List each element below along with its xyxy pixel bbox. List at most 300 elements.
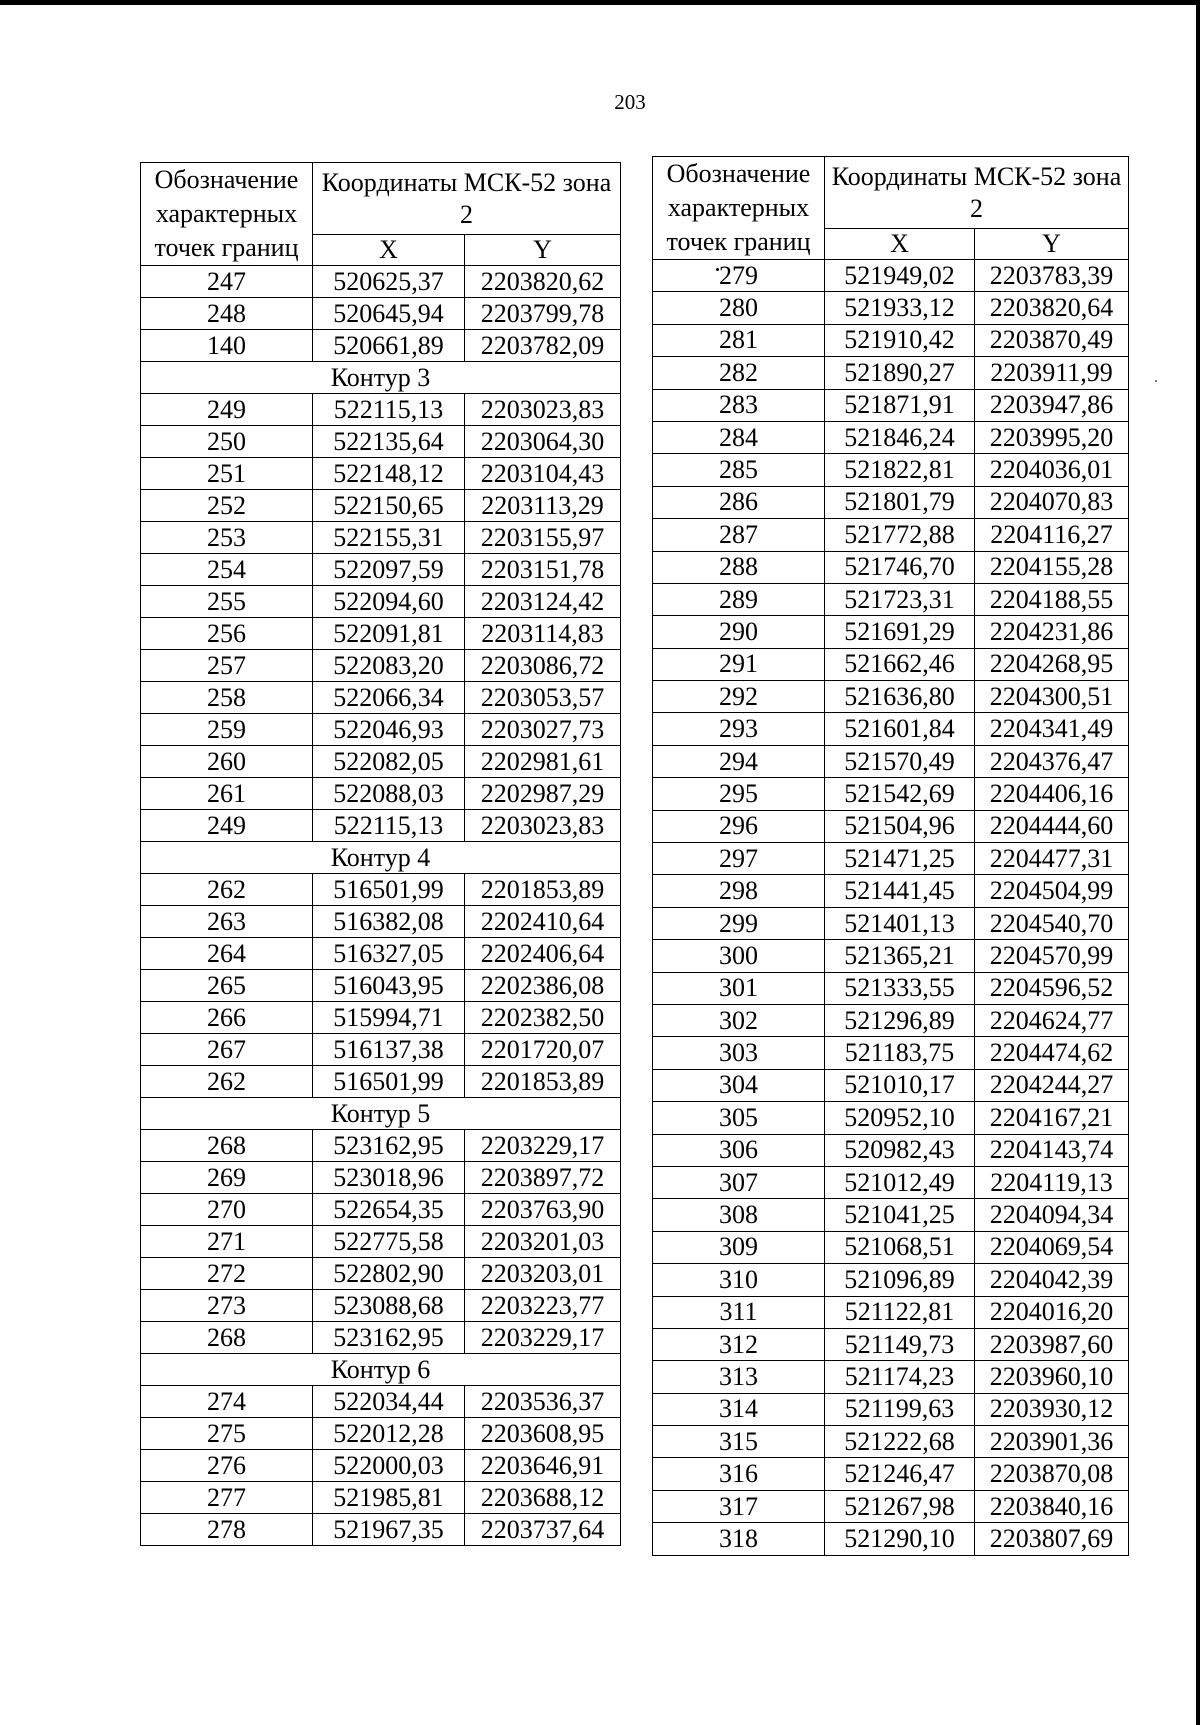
table-row <box>653 1037 1129 1069</box>
coord-x: 521441,45 <box>825 875 975 907</box>
point-number: 284 <box>653 421 825 453</box>
coord-y: 2202382,50 <box>465 1002 621 1034</box>
point-number: 305 <box>653 1102 825 1134</box>
header-point-label: Обозначение характерных точек границ <box>141 163 313 266</box>
coord-y: 2204116,27 <box>975 519 1129 551</box>
point-number: 308 <box>653 1199 825 1231</box>
coord-x: 521122,81 <box>825 1296 975 1328</box>
point-number: 263 <box>141 906 313 938</box>
table-row <box>653 486 1129 518</box>
coord-y: 2204300,51 <box>975 681 1129 713</box>
coord-y: 2201853,89 <box>465 1066 621 1098</box>
table-row <box>141 1130 621 1162</box>
coord-y: 2203113,29 <box>465 490 621 522</box>
coord-x: 516043,95 <box>313 970 465 1002</box>
coord-x: 522082,05 <box>313 746 465 778</box>
coord-y: 2203820,64 <box>975 292 1129 324</box>
point-number: 287 <box>653 519 825 551</box>
table-row <box>141 874 621 906</box>
coord-x: 522115,13 <box>313 810 465 842</box>
coord-x: 521662,46 <box>825 648 975 680</box>
table-row <box>653 1231 1129 1263</box>
point-number: 283 <box>653 389 825 421</box>
table-row <box>141 1162 621 1194</box>
coord-x: 521471,25 <box>825 843 975 875</box>
coord-x: 515994,71 <box>313 1002 465 1034</box>
coord-x: 522150,65 <box>313 490 465 522</box>
coord-y: 2204231,86 <box>975 616 1129 648</box>
point-number: 294 <box>653 745 825 777</box>
coord-x: 521199,63 <box>825 1393 975 1425</box>
coord-y: 2203870,08 <box>975 1458 1129 1490</box>
coord-y: 2204188,55 <box>975 583 1129 615</box>
table-row <box>141 1194 621 1226</box>
table-row <box>653 324 1129 356</box>
coord-y: 2204477,31 <box>975 843 1129 875</box>
coord-x: 516501,99 <box>313 874 465 906</box>
coord-x: 521012,49 <box>825 1166 975 1198</box>
header-coordinates-title: Координаты МСК-52 зона 2 <box>313 163 621 235</box>
contour-row <box>141 1098 621 1130</box>
coord-y: 2203870,49 <box>975 324 1129 356</box>
point-number: 295 <box>653 778 825 810</box>
table-row <box>141 522 621 554</box>
point-number: 311 <box>653 1296 825 1328</box>
table-row <box>653 454 1129 486</box>
coord-x: 521149,73 <box>825 1328 975 1360</box>
coord-y: 2203783,39 <box>975 260 1129 292</box>
coord-x: 521822,81 <box>825 454 975 486</box>
coord-y: 2204244,27 <box>975 1069 1129 1101</box>
coord-y: 2203737,64 <box>465 1514 621 1546</box>
coord-x: 522135,64 <box>313 426 465 458</box>
coord-x: 521949,02 <box>825 260 975 292</box>
coord-y: 2203799,78 <box>465 298 621 330</box>
coord-y: 2202981,61 <box>465 746 621 778</box>
coord-x: 522088,03 <box>313 778 465 810</box>
point-number: 140 <box>141 330 313 362</box>
coord-y: 2203229,17 <box>465 1322 621 1354</box>
coord-x: 520982,43 <box>825 1134 975 1166</box>
point-number: 277 <box>141 1482 313 1514</box>
point-number: 249 <box>141 394 313 426</box>
point-number: 260 <box>141 746 313 778</box>
coord-x: 522802,90 <box>313 1258 465 1290</box>
table-row <box>141 970 621 1002</box>
table-row <box>653 1199 1129 1231</box>
coord-x: 521691,29 <box>825 616 975 648</box>
table-row <box>653 1166 1129 1198</box>
table-row <box>653 260 1129 292</box>
coord-x: 521871,91 <box>825 389 975 421</box>
table-row <box>141 906 621 938</box>
table-row <box>653 810 1129 842</box>
coord-y: 2204444,60 <box>975 810 1129 842</box>
point-number: 268 <box>141 1130 313 1162</box>
coord-y: 2203897,72 <box>465 1162 621 1194</box>
table-row <box>141 1482 621 1514</box>
coord-y: 2203995,20 <box>975 421 1129 453</box>
point-number: 301 <box>653 972 825 1004</box>
coord-x: 521333,55 <box>825 972 975 1004</box>
coord-y: 2203064,30 <box>465 426 621 458</box>
point-number: 316 <box>653 1458 825 1490</box>
point-number: 274 <box>141 1386 313 1418</box>
coord-x: 521296,89 <box>825 1004 975 1036</box>
point-number: 269 <box>141 1162 313 1194</box>
table-row <box>653 1004 1129 1036</box>
coord-y: 2203104,43 <box>465 458 621 490</box>
coord-y: 2203086,72 <box>465 650 621 682</box>
coord-x: 521504,96 <box>825 810 975 842</box>
coord-x: 516327,05 <box>313 938 465 970</box>
coord-x: 521542,69 <box>825 778 975 810</box>
point-number: 267 <box>141 1034 313 1066</box>
coord-x: 521723,31 <box>825 583 975 615</box>
coord-x: 521401,13 <box>825 907 975 939</box>
point-number: 252 <box>141 490 313 522</box>
coordinates-table-left <box>140 162 621 1546</box>
coord-y: 2204341,49 <box>975 713 1129 745</box>
coord-x: 522083,20 <box>313 650 465 682</box>
coord-y: 2202386,08 <box>465 970 621 1002</box>
point-number: 312 <box>653 1328 825 1360</box>
coord-x: 521174,23 <box>825 1361 975 1393</box>
table-row <box>653 583 1129 615</box>
table-row <box>141 298 621 330</box>
table-row <box>141 1258 621 1290</box>
contour-row <box>141 1354 621 1386</box>
table-row <box>653 616 1129 648</box>
coord-x: 521290,10 <box>825 1523 975 1555</box>
coord-x: 522775,58 <box>313 1226 465 1258</box>
point-number: 253 <box>141 522 313 554</box>
point-number: 264 <box>141 938 313 970</box>
coord-x: 521365,21 <box>825 940 975 972</box>
coord-y: 2204119,13 <box>975 1166 1129 1198</box>
table-row <box>653 875 1129 907</box>
table-row <box>141 746 621 778</box>
table-row <box>141 1002 621 1034</box>
coord-y: 2203536,37 <box>465 1386 621 1418</box>
contour-label: Контур 4 <box>141 842 621 874</box>
coord-x: 522046,93 <box>313 714 465 746</box>
point-number: 304 <box>653 1069 825 1101</box>
point-number: 265 <box>141 970 313 1002</box>
contour-row <box>141 362 621 394</box>
table-row <box>141 426 621 458</box>
coord-y: 2204540,70 <box>975 907 1129 939</box>
table-row <box>141 618 621 650</box>
point-number: 276 <box>141 1450 313 1482</box>
table-row <box>141 458 621 490</box>
coord-x: 521246,47 <box>825 1458 975 1490</box>
point-number: 254 <box>141 554 313 586</box>
coord-x: 523162,95 <box>313 1322 465 1354</box>
coord-y: 2203960,10 <box>975 1361 1129 1393</box>
table-row <box>653 778 1129 810</box>
point-number: 273 <box>141 1290 313 1322</box>
coord-y: 2204406,16 <box>975 778 1129 810</box>
point-number: 317 <box>653 1490 825 1522</box>
coord-x: 522066,34 <box>313 682 465 714</box>
table-row <box>141 586 621 618</box>
coord-x: 516137,38 <box>313 1034 465 1066</box>
point-number: 261 <box>141 778 313 810</box>
point-number: 268 <box>141 1322 313 1354</box>
coord-x: 522091,81 <box>313 618 465 650</box>
coord-y: 2203782,09 <box>465 330 621 362</box>
coord-x: 521846,24 <box>825 421 975 453</box>
table-row <box>653 1264 1129 1296</box>
coord-x: 521601,84 <box>825 713 975 745</box>
coord-y: 2203124,42 <box>465 586 621 618</box>
coord-x: 521041,25 <box>825 1199 975 1231</box>
point-number: 278 <box>141 1514 313 1546</box>
table-row <box>141 714 621 746</box>
point-number: 279 <box>653 260 825 292</box>
coord-x: 521746,70 <box>825 551 975 583</box>
coord-x: 521096,89 <box>825 1264 975 1296</box>
header-point-label: Обозначение характерных точек границ <box>653 157 825 260</box>
table-row <box>141 330 621 362</box>
point-number: 272 <box>141 1258 313 1290</box>
coord-x: 522097,59 <box>313 554 465 586</box>
coord-y: 2203027,73 <box>465 714 621 746</box>
coord-x: 522034,44 <box>313 1386 465 1418</box>
coord-y: 2203114,83 <box>465 618 621 650</box>
scan-speck <box>1155 380 1157 382</box>
point-number: 259 <box>141 714 313 746</box>
coord-x: 521967,35 <box>313 1514 465 1546</box>
table-row <box>141 938 621 970</box>
table-row <box>653 1523 1129 1555</box>
table-row <box>653 1393 1129 1425</box>
coord-y: 2203646,91 <box>465 1450 621 1482</box>
table-row <box>653 421 1129 453</box>
coord-y: 2203151,78 <box>465 554 621 586</box>
point-number: 288 <box>653 551 825 583</box>
header-x: X <box>313 235 465 266</box>
point-number: 262 <box>141 1066 313 1098</box>
table-row <box>141 554 621 586</box>
table-row <box>653 745 1129 777</box>
coord-y: 2204474,62 <box>975 1037 1129 1069</box>
table-row <box>141 682 621 714</box>
coord-y: 2203201,03 <box>465 1226 621 1258</box>
coord-y: 2204570,99 <box>975 940 1129 972</box>
coord-x: 521068,51 <box>825 1231 975 1263</box>
coord-y: 2201853,89 <box>465 874 621 906</box>
coordinates-table-right <box>652 156 1129 1556</box>
coord-y: 2203820,62 <box>465 266 621 298</box>
coord-y: 2204070,83 <box>975 486 1129 518</box>
header-y: Y <box>465 235 621 266</box>
coord-y: 2203688,12 <box>465 1482 621 1514</box>
table-row <box>141 810 621 842</box>
coord-y: 2203911,99 <box>975 357 1129 389</box>
table-row <box>141 1322 621 1354</box>
table-row <box>141 778 621 810</box>
point-number: 257 <box>141 650 313 682</box>
point-number: 286 <box>653 486 825 518</box>
coord-x: 521772,88 <box>825 519 975 551</box>
table-row <box>653 1296 1129 1328</box>
coord-x: 521010,17 <box>825 1069 975 1101</box>
table-row <box>653 1069 1129 1101</box>
coord-y: 2204596,52 <box>975 972 1129 1004</box>
coord-y: 2203987,60 <box>975 1328 1129 1360</box>
coord-y: 2204069,54 <box>975 1231 1129 1263</box>
point-number: 285 <box>653 454 825 486</box>
point-number: 290 <box>653 616 825 648</box>
point-number: 297 <box>653 843 825 875</box>
point-number: 262 <box>141 874 313 906</box>
table-row <box>141 1418 621 1450</box>
coord-y: 2204016,20 <box>975 1296 1129 1328</box>
table-row <box>653 1458 1129 1490</box>
point-number: 249 <box>141 810 313 842</box>
coord-x: 522654,35 <box>313 1194 465 1226</box>
table-row <box>653 681 1129 713</box>
coord-y: 2204094,34 <box>975 1199 1129 1231</box>
point-number: 248 <box>141 298 313 330</box>
point-number: 310 <box>653 1264 825 1296</box>
point-number: 292 <box>653 681 825 713</box>
point-number: 280 <box>653 292 825 324</box>
point-number: 313 <box>653 1361 825 1393</box>
table-row <box>141 1034 621 1066</box>
table-row <box>141 1450 621 1482</box>
point-number: 318 <box>653 1523 825 1555</box>
table-row <box>141 1290 621 1322</box>
coord-y: 2203840,16 <box>975 1490 1129 1522</box>
point-number: 281 <box>653 324 825 356</box>
coord-y: 2203930,12 <box>975 1393 1129 1425</box>
point-number: 258 <box>141 682 313 714</box>
table-row <box>653 1490 1129 1522</box>
table-row <box>653 972 1129 1004</box>
coord-y: 2203155,97 <box>465 522 621 554</box>
coord-y: 2203023,83 <box>465 810 621 842</box>
coord-x: 520661,89 <box>313 330 465 362</box>
point-number: 270 <box>141 1194 313 1226</box>
coord-y: 2204376,47 <box>975 745 1129 777</box>
table-row <box>653 1426 1129 1458</box>
coord-x: 521183,75 <box>825 1037 975 1069</box>
table-row <box>653 648 1129 680</box>
coord-y: 2204042,39 <box>975 1264 1129 1296</box>
point-number: 306 <box>653 1134 825 1166</box>
coord-y: 2204036,01 <box>975 454 1129 486</box>
header-x: X <box>825 229 975 260</box>
point-number: 293 <box>653 713 825 745</box>
point-number: 289 <box>653 583 825 615</box>
table-row <box>653 1134 1129 1166</box>
table-row <box>141 1386 621 1418</box>
point-number: 250 <box>141 426 313 458</box>
point-number: 296 <box>653 810 825 842</box>
coord-x: 521910,42 <box>825 324 975 356</box>
point-number: 256 <box>141 618 313 650</box>
coord-y: 2203901,36 <box>975 1426 1129 1458</box>
table-row <box>653 940 1129 972</box>
coord-x: 521222,68 <box>825 1426 975 1458</box>
point-number: 309 <box>653 1231 825 1263</box>
point-number: 302 <box>653 1004 825 1036</box>
coord-y: 2203053,57 <box>465 682 621 714</box>
page-number: 203 <box>614 90 646 114</box>
coord-x: 521570,49 <box>825 745 975 777</box>
header-y: Y <box>975 229 1129 260</box>
scan-edge-right <box>1196 0 1200 1725</box>
coord-y: 2203807,69 <box>975 1523 1129 1555</box>
point-number: 291 <box>653 648 825 680</box>
contour-row <box>141 842 621 874</box>
coord-y: 2202406,64 <box>465 938 621 970</box>
table-row <box>141 650 621 682</box>
point-number: 251 <box>141 458 313 490</box>
table-row <box>141 1226 621 1258</box>
table-row <box>141 394 621 426</box>
table-row <box>653 1102 1129 1134</box>
table-row <box>141 266 621 298</box>
coord-y: 2201720,07 <box>465 1034 621 1066</box>
contour-label: Контур 5 <box>141 1098 621 1130</box>
contour-label: Контур 3 <box>141 362 621 394</box>
point-number: 255 <box>141 586 313 618</box>
coord-y: 2204504,99 <box>975 875 1129 907</box>
coord-x: 523162,95 <box>313 1130 465 1162</box>
table-row <box>653 1328 1129 1360</box>
table-row <box>653 292 1129 324</box>
coord-y: 2203023,83 <box>465 394 621 426</box>
coord-x: 523018,96 <box>313 1162 465 1194</box>
coord-y: 2203223,77 <box>465 1290 621 1322</box>
coord-x: 520645,94 <box>313 298 465 330</box>
coord-x: 521267,98 <box>825 1490 975 1522</box>
coord-y: 2204167,21 <box>975 1102 1129 1134</box>
table-row <box>653 843 1129 875</box>
contour-label: Контур 6 <box>141 1354 621 1386</box>
coord-x: 516382,08 <box>313 906 465 938</box>
point-number: 303 <box>653 1037 825 1069</box>
coord-y: 2203203,01 <box>465 1258 621 1290</box>
coord-y: 2204268,95 <box>975 648 1129 680</box>
point-number: 247 <box>141 266 313 298</box>
coord-y: 2204143,74 <box>975 1134 1129 1166</box>
table-row <box>141 490 621 522</box>
point-number: 266 <box>141 1002 313 1034</box>
coord-x: 522148,12 <box>313 458 465 490</box>
point-number: 315 <box>653 1426 825 1458</box>
point-number: 299 <box>653 907 825 939</box>
point-number: 282 <box>653 357 825 389</box>
coord-x: 521890,27 <box>825 357 975 389</box>
scan-edge-top <box>0 0 1200 5</box>
coord-x: 516501,99 <box>313 1066 465 1098</box>
coord-x: 520625,37 <box>313 266 465 298</box>
coord-x: 523088,68 <box>313 1290 465 1322</box>
point-number: 298 <box>653 875 825 907</box>
table-row <box>653 519 1129 551</box>
coord-y: 2203763,90 <box>465 1194 621 1226</box>
table-row <box>141 1514 621 1546</box>
table-row <box>141 1066 621 1098</box>
coord-x: 521985,81 <box>313 1482 465 1514</box>
coord-x: 522155,31 <box>313 522 465 554</box>
coord-y: 2203608,95 <box>465 1418 621 1450</box>
